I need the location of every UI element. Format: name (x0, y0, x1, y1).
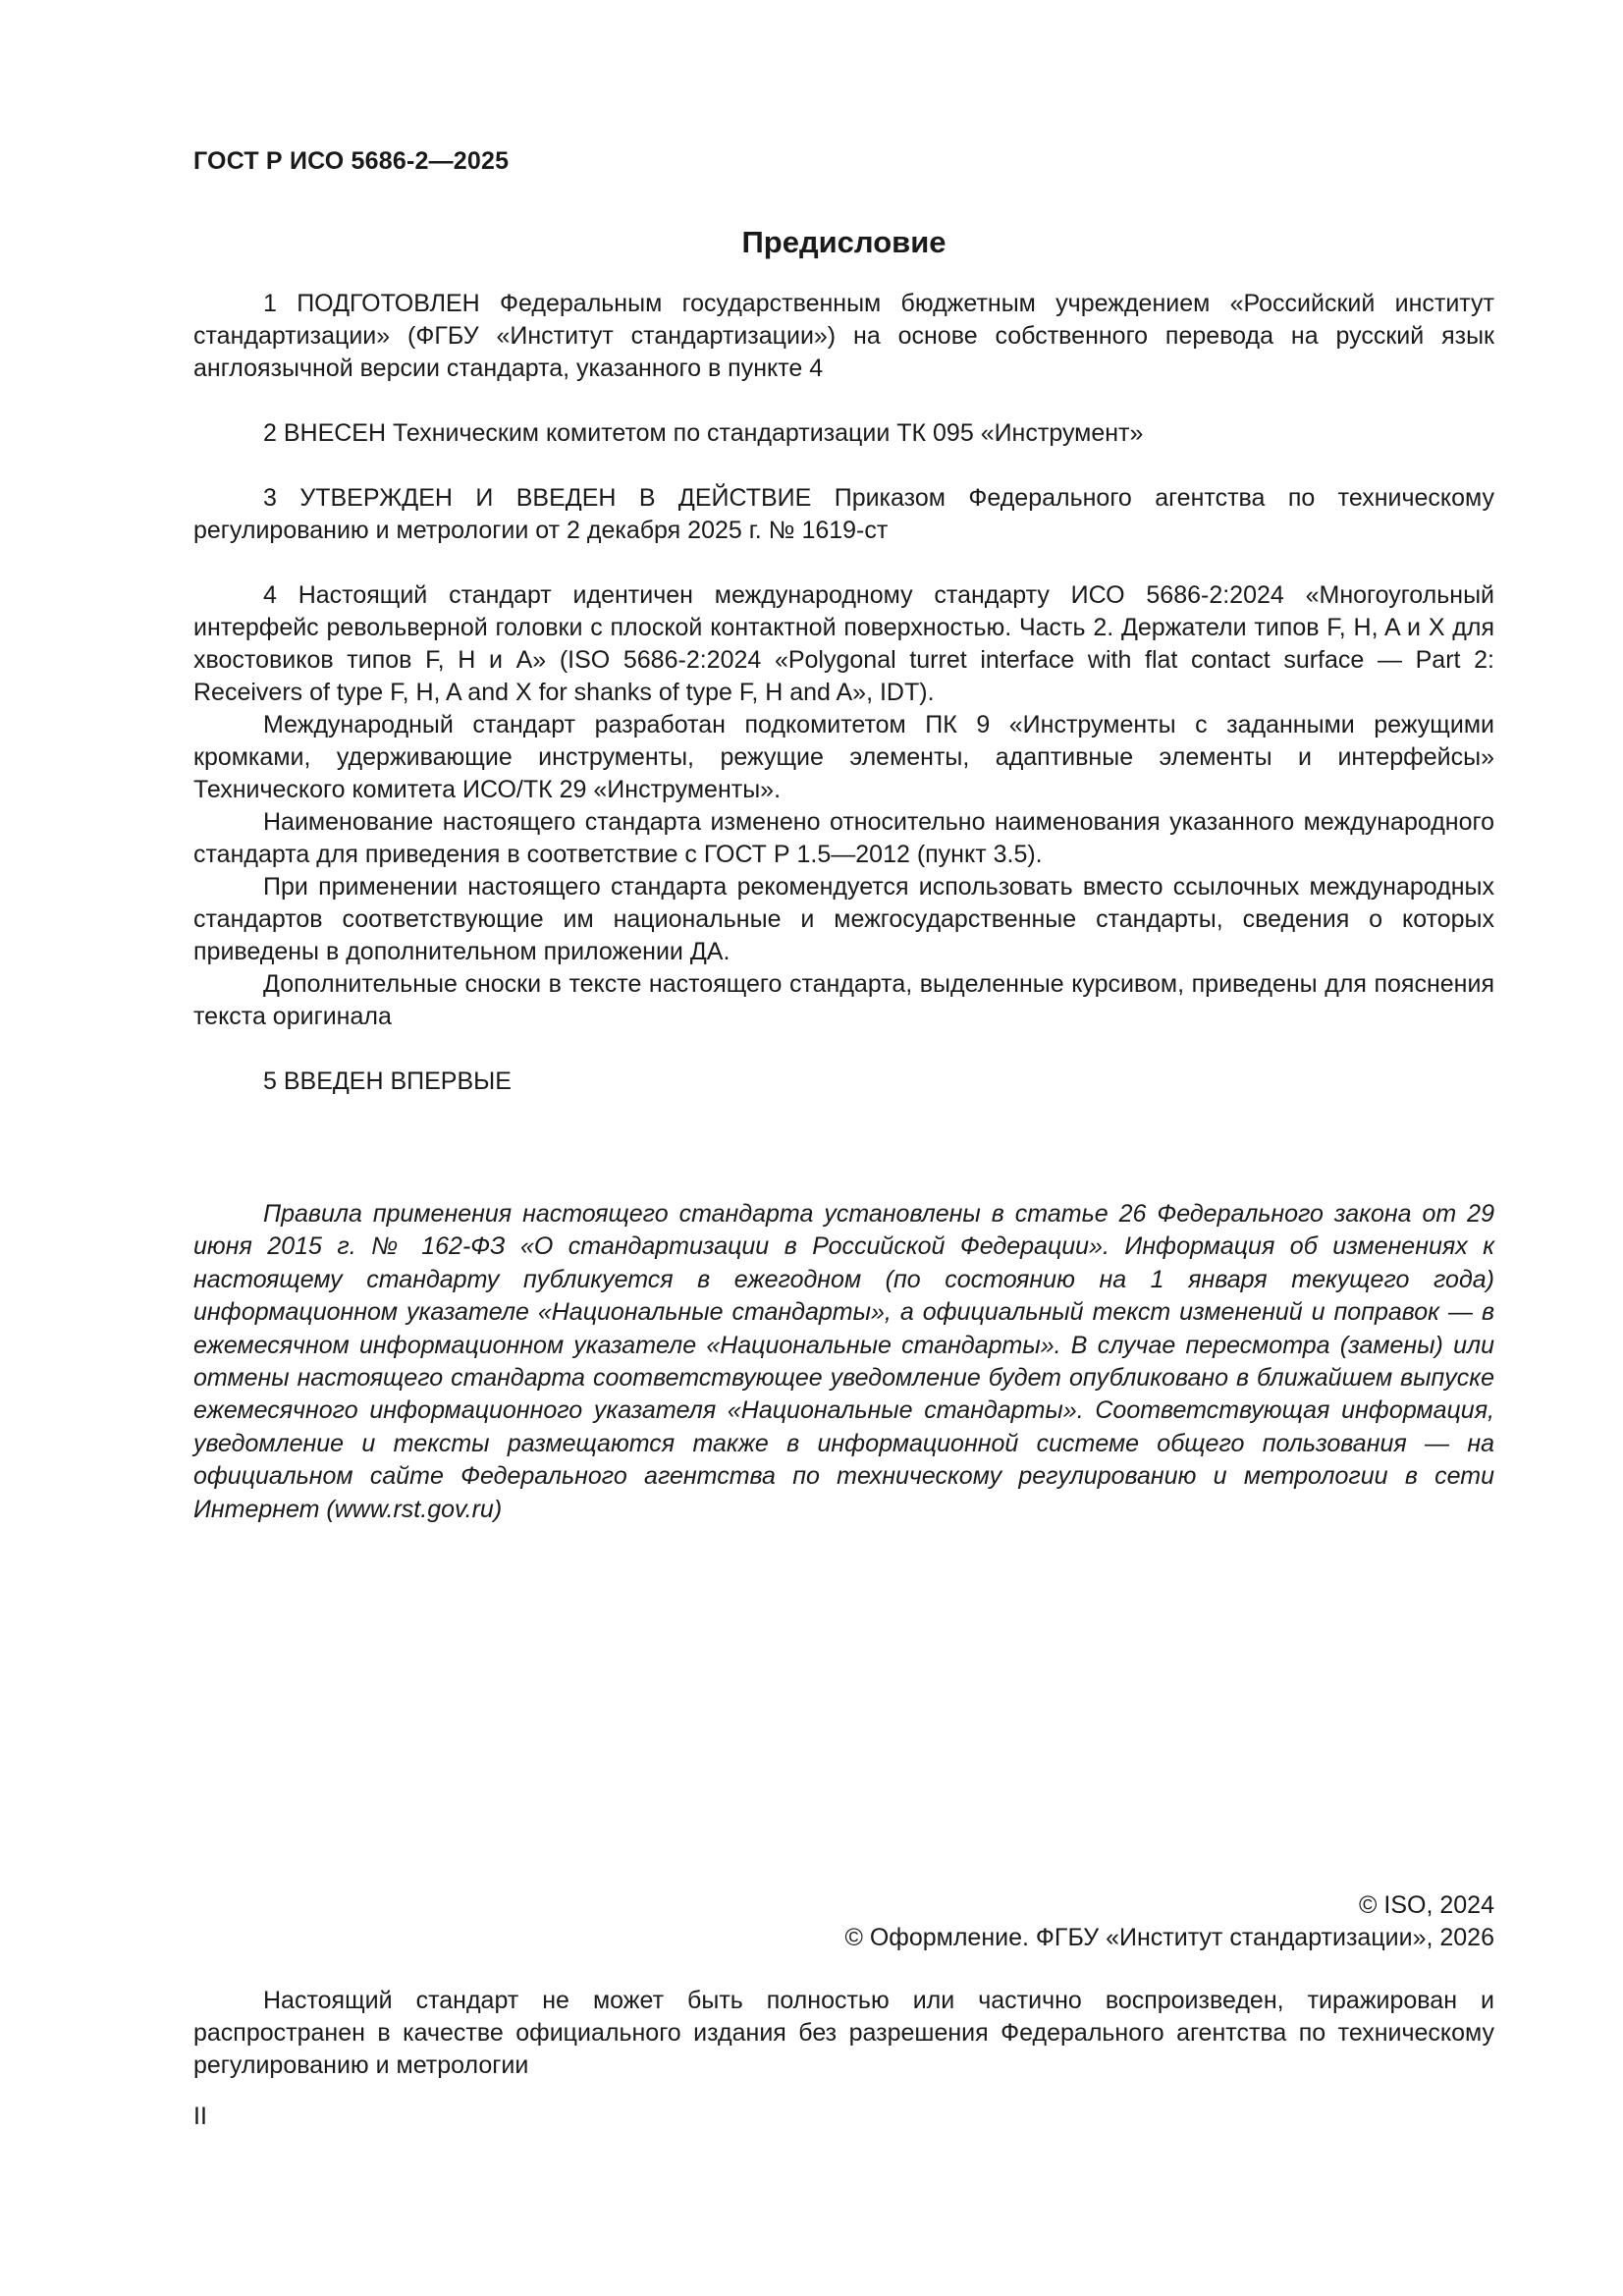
copyright-iso: © ISO, 2024 (1359, 1891, 1494, 1919)
foreword-item-2: 2 ВНЕСЕН Техническим комитетом по стандартизации ТК 095 «Инструмент» (263, 419, 1144, 447)
document-designation: ГОСТ Р ИСО 5686-2—2025 (193, 147, 510, 175)
foreword-item-4-paragraph-4: Дополнительные сноски в тексте настоящего стандарта, выделенные курсивом, приведены для пояснения текста оригинала (193, 970, 1494, 1030)
application-rules-notice: Правила применения настоящего стандарта установлены в статье 26 Федерального закона от 29 июня 2015 г. № 162-ФЗ «О стандартизации в Российской Федерации». Информация об изменениях к настоящему стандарту публикуется в ежегодном (по состоянию на 1 января текущего года) информационном указателе «Национальные стандарты», а официальный текст изменений и поправок — в ежемесячном информационном указателе «Национальные стандарты». В случае пересмотра (замены) или отмены настоящего стандарта соответствующее уведомление будет опубликовано в ближайшем выпуске ежемесячного информационного указателя «Национальные стандарты». Соответствующая информация, уведомление и тексты размещаются также в информационной системе общего пользования — на официальном сайте Федерального агентства по техническому регулированию и метрологии в сети Интернет (www.rst.gov.ru) (193, 1200, 1494, 1523)
foreword-item-1: 1 ПОДГОТОВЛЕН Федеральным государственным бюджетным учреждением «Российский институт стандартизации» (ФГБУ «Институт стандартизации») на основе собственного перевода на русский язык англоязычной версии стандарта, указанного в пункте 4 (193, 290, 1494, 382)
reproduction-restriction: Настоящий стандарт не может быть полностью или частично воспроизведен, тиражирован и распространен в качестве официального издания без разрешения Федерального агентства по техническому регулированию и метрологии (193, 1987, 1494, 2079)
foreword-item-4: 4 Настоящий стандарт идентичен международному стандарту ИСО 5686-2:2024 «Многоугольный интерфейс револьверной головки с плоской контактной поверхностью. Часть 2. Держатели типов F, H, A и X для хвостовиков типов F, H и A» (ISO 5686-2:2024 «Polygonal turret interface with flat contact surface — Part 2: Receivers of type F, H, A and X for shanks of type F, H and A», IDT). (193, 581, 1494, 706)
foreword-item-4-paragraph-1: Международный стандарт разработан подкомитетом ПК 9 «Инструменты с заданными режущими кромками, удерживающие инструменты, режущие элементы, адаптивные элементы и интерфейсы» Технического комитета ИСО/ТК 29 «Инструменты». (193, 711, 1494, 803)
copyright-block (193, 1889, 1494, 1954)
foreword-item-3: 3 УТВЕРЖДЕН И ВВЕДЕН В ДЕЙСТВИЕ Приказом Федерального агентства по техническому регулированию и метрологии от 2 декабря 2025 г. № 1619-ст (193, 484, 1494, 544)
copyright-design: © Оформление. ФГБУ «Институт стандартизации», 2026 (844, 1924, 1494, 1951)
foreword-item-5: 5 ВВЕДЕН ВПЕРВЫЕ (263, 1067, 512, 1095)
foreword-item-4-paragraph-3: При применении настоящего стандарта рекомендуется использовать вместо ссылочных международных стандартов соответствующие им национальные и межгосударственные стандарты, сведения о которых приведены в дополнительном приложении ДА. (193, 873, 1494, 965)
foreword-item-4-paragraph-2: Наименование настоящего стандарта изменено относительно наименования указанного международного стандарта для приведения в соответствие с ГОСТ Р 1.5—2012 (пункт 3.5). (193, 808, 1494, 868)
foreword-body (193, 288, 1494, 1098)
page-number: II (193, 2103, 207, 2130)
page-title: Предисловие (741, 225, 947, 259)
